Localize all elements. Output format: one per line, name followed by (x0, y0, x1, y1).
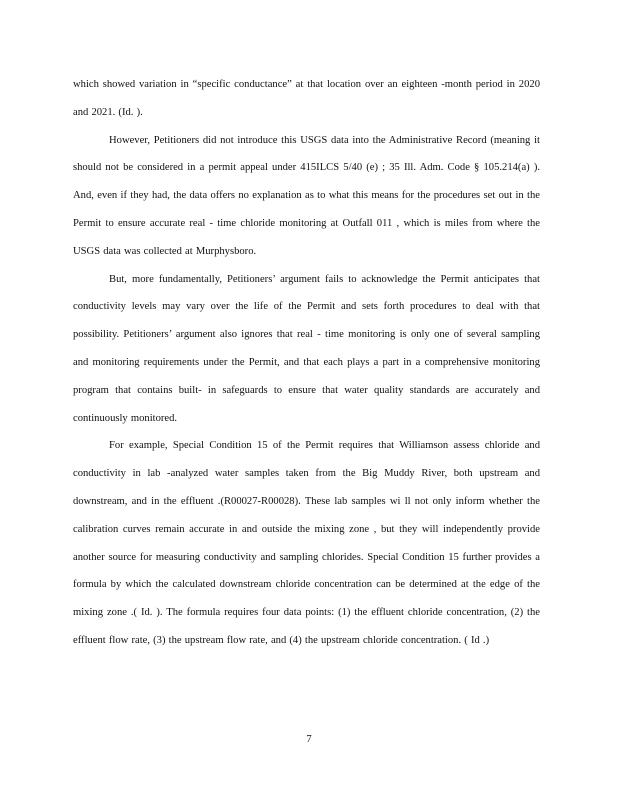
paragraph-1: which showed variation in “specific conductance” at that location over an eighteen -month period in 2020 and 2021. (Id. ). (73, 79, 540, 118)
paragraph-4: For example, Special Condition 15 of the Permit requires that Williamson assess chloride and conductivity in lab -analyzed water samples taken from the Big Muddy River, both upstream and downstream, and in the effluent .(R00027-R00028). These lab samples wi ll not only inform whether the calibration curves remain accurate in and outside the mixing zone , but they will independently provide another source for measuring conductivity and sampling chlorides. Special Condition 15 further provides a formula by which the calculated downstream chloride concentration can be determined at the edge of the mixing zone .( Id. ). The formula requires four data points: (1) the effluent chloride concentration, (2) the effluent flow rate, (3) the upstream flow rate, and (4) the upstream chloride concentration. ( Id .) (73, 440, 540, 646)
page-number: 7 (306, 734, 312, 745)
paragraph-3: But, more fundamentally, Petitioners’ argument fails to acknowledge the Permit anticipates that conductivity levels may vary over the life of the Permit and sets forth procedures to deal with that possibility. Petitioners’ argument also ignores that real - time monitoring is only one of several sampling and monitoring requirements under the Permit, and that each plays a part in a comprehensive monitoring program that contains built- in safeguards to ensure that water quality standards are accurately and continuously monitored. (73, 273, 540, 424)
paragraph-2: However, Petitioners did not introduce this USGS data into the Administrative Record (meaning it should not be considered in a permit appeal under 415ILCS 5/40 (e) ; 35 Ill. Adm. Code § 105.214(a) ). And, even if they had, the data offers no explanation as to what this means for the procedures set out in the Permit to ensure accurate real - time chloride monitoring at Outfall 011 , which is miles from where the USGS data was collected at Murphysboro. (73, 134, 540, 257)
body-text (73, 71, 540, 655)
